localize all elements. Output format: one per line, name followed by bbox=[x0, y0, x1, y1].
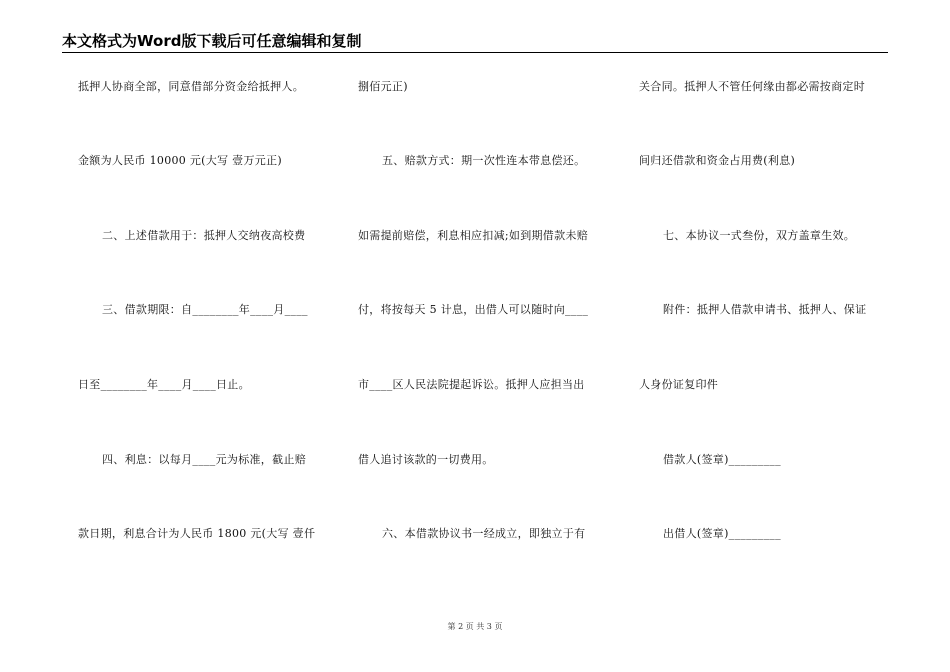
page-number: 第 2 页 共 3 页 bbox=[447, 622, 503, 631]
col3-line-2: 间归还借款和资金占用费(利息) bbox=[639, 154, 796, 167]
col1-line-6: 四、利息：以每月____元为标准，截止赔 bbox=[102, 453, 306, 466]
col2-line-5: 市____区人民法院提起诉讼。抵押人应担当出 bbox=[358, 378, 585, 391]
col1-line-5: 日至________年____月____日止。 bbox=[78, 378, 250, 391]
col3-line-3: 七、本协议一式叁份，双方盖章生效。 bbox=[663, 229, 856, 242]
col2-line-6: 借人追讨该款的一切费用。 bbox=[358, 453, 494, 466]
col1-line-1: 抵押人协商全部，同意借部分资金给抵押人。 bbox=[78, 80, 304, 93]
lender-signature-line: 出借人(签章)_________ bbox=[663, 527, 781, 540]
col2-line-7: 六、本借款协议书一经成立，即独立于有 bbox=[382, 527, 586, 540]
col2-line-3: 如需提前赔偿，利息相应扣减;如到期借款未赔 bbox=[358, 229, 589, 242]
col2-line-2: 五、赔款方式：期一次性连本带息偿还。 bbox=[382, 154, 586, 167]
col3-line-5: 人身份证复印件 bbox=[639, 378, 719, 391]
col2-line-1: 捌佰元正) bbox=[358, 80, 408, 93]
col1-line-7: 款日期，利息合计为人民币 1800 元(大写 壹仟 bbox=[78, 527, 316, 540]
borrower-signature-line: 借款人(签章)_________ bbox=[663, 453, 781, 466]
col3-line-1: 关合同。抵押人不管任何缘由都必需按商定时 bbox=[639, 80, 865, 93]
col1-line-4: 三、借款期限：自________年____月____ bbox=[102, 303, 308, 316]
col1-line-2: 金额为人民币 10000 元(大写 壹万元正) bbox=[78, 154, 282, 167]
header-divider bbox=[62, 52, 888, 53]
col2-line-4: 付，将按每天 5 计息，出借人可以随时向____ bbox=[358, 303, 589, 316]
col1-line-3: 二、上述借款用于：抵押人交纳夜高校费 bbox=[102, 229, 306, 242]
document-header-title: 本文格式为Word版下载后可任意编辑和复制 bbox=[62, 32, 362, 50]
col3-line-4: 附件：抵押人借款申请书、抵押人、保证 bbox=[663, 303, 867, 316]
